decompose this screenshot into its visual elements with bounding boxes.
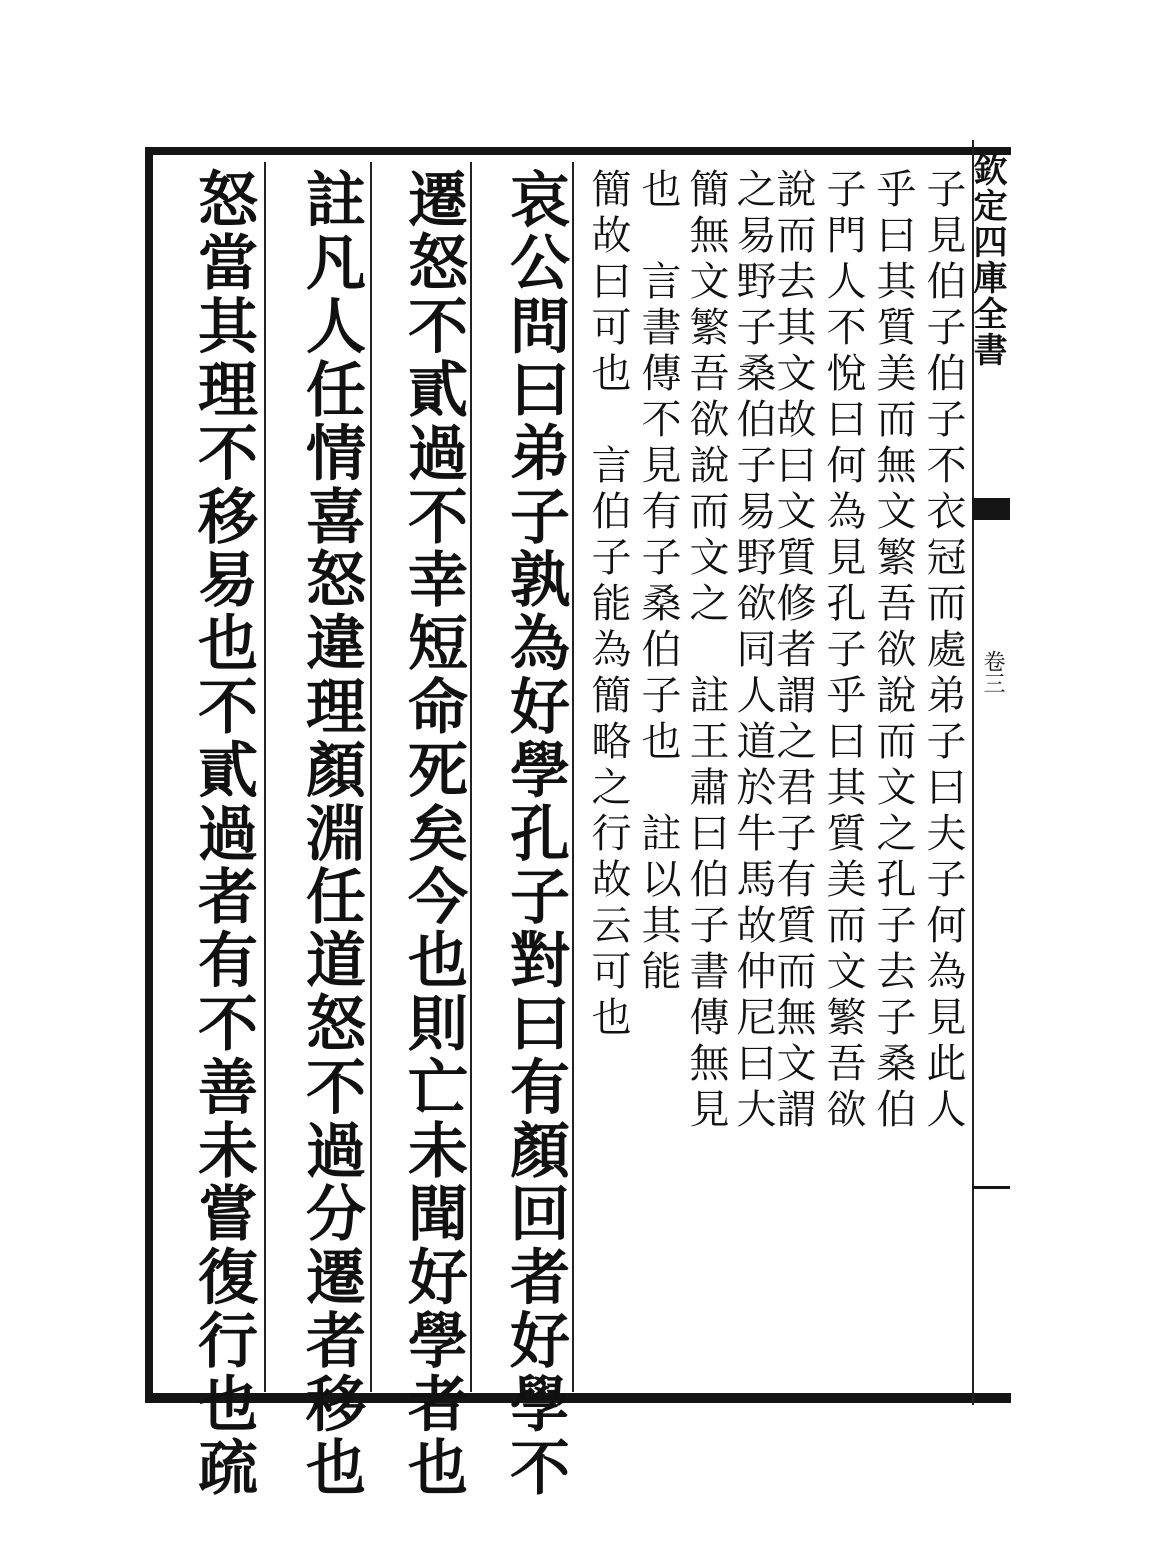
text-column-4: 說而去其文故曰文質修者謂之君子有質而無文謂 bbox=[770, 168, 816, 1134]
edge-fishtail-mark bbox=[972, 498, 1010, 520]
text-column-1: 子見伯子伯子不衣冠而處弟子曰夫子何為見此人 bbox=[920, 168, 966, 1134]
text-column-5: 之易野子桑伯子易野欲同人道於牛馬故仲尼曰大 bbox=[730, 168, 776, 1134]
text-column-7: 也 言書傳不見有子桑伯子也 註以其能 bbox=[635, 168, 681, 996]
text-column-11: 註凡人任情喜怒違理顏淵任道怒不過分遷者移也 bbox=[296, 168, 366, 1500]
text-column-12: 怒當其理不移易也不貳過者有不善未嘗復行也疏 bbox=[188, 168, 258, 1500]
volume-label: 卷三 bbox=[980, 650, 1005, 694]
text-column-9: 哀公問曰弟子孰為好學孔子對曰有顏回者好學不 bbox=[500, 168, 570, 1500]
text-column-6: 簡無文繁吾欲說而文之 註王肅曰伯子書傳無見 bbox=[683, 168, 729, 1134]
edge-divider bbox=[972, 1186, 1010, 1189]
book-title: 欽定四庫全書 bbox=[967, 152, 1007, 368]
text-column-10: 遷怒不貳過不幸短命死矣今也則亡未聞好學者也 bbox=[398, 168, 468, 1500]
text-column-8: 簡故曰可也 言伯子能為簡略之行故云可也 bbox=[585, 168, 631, 1042]
text-column-2: 乎曰其質美而無文繁吾欲說而文之孔子去子桑伯 bbox=[870, 168, 916, 1134]
text-column-3: 子門人不悅曰何為見孔子乎曰其質美而文繁吾欲 bbox=[820, 168, 866, 1134]
